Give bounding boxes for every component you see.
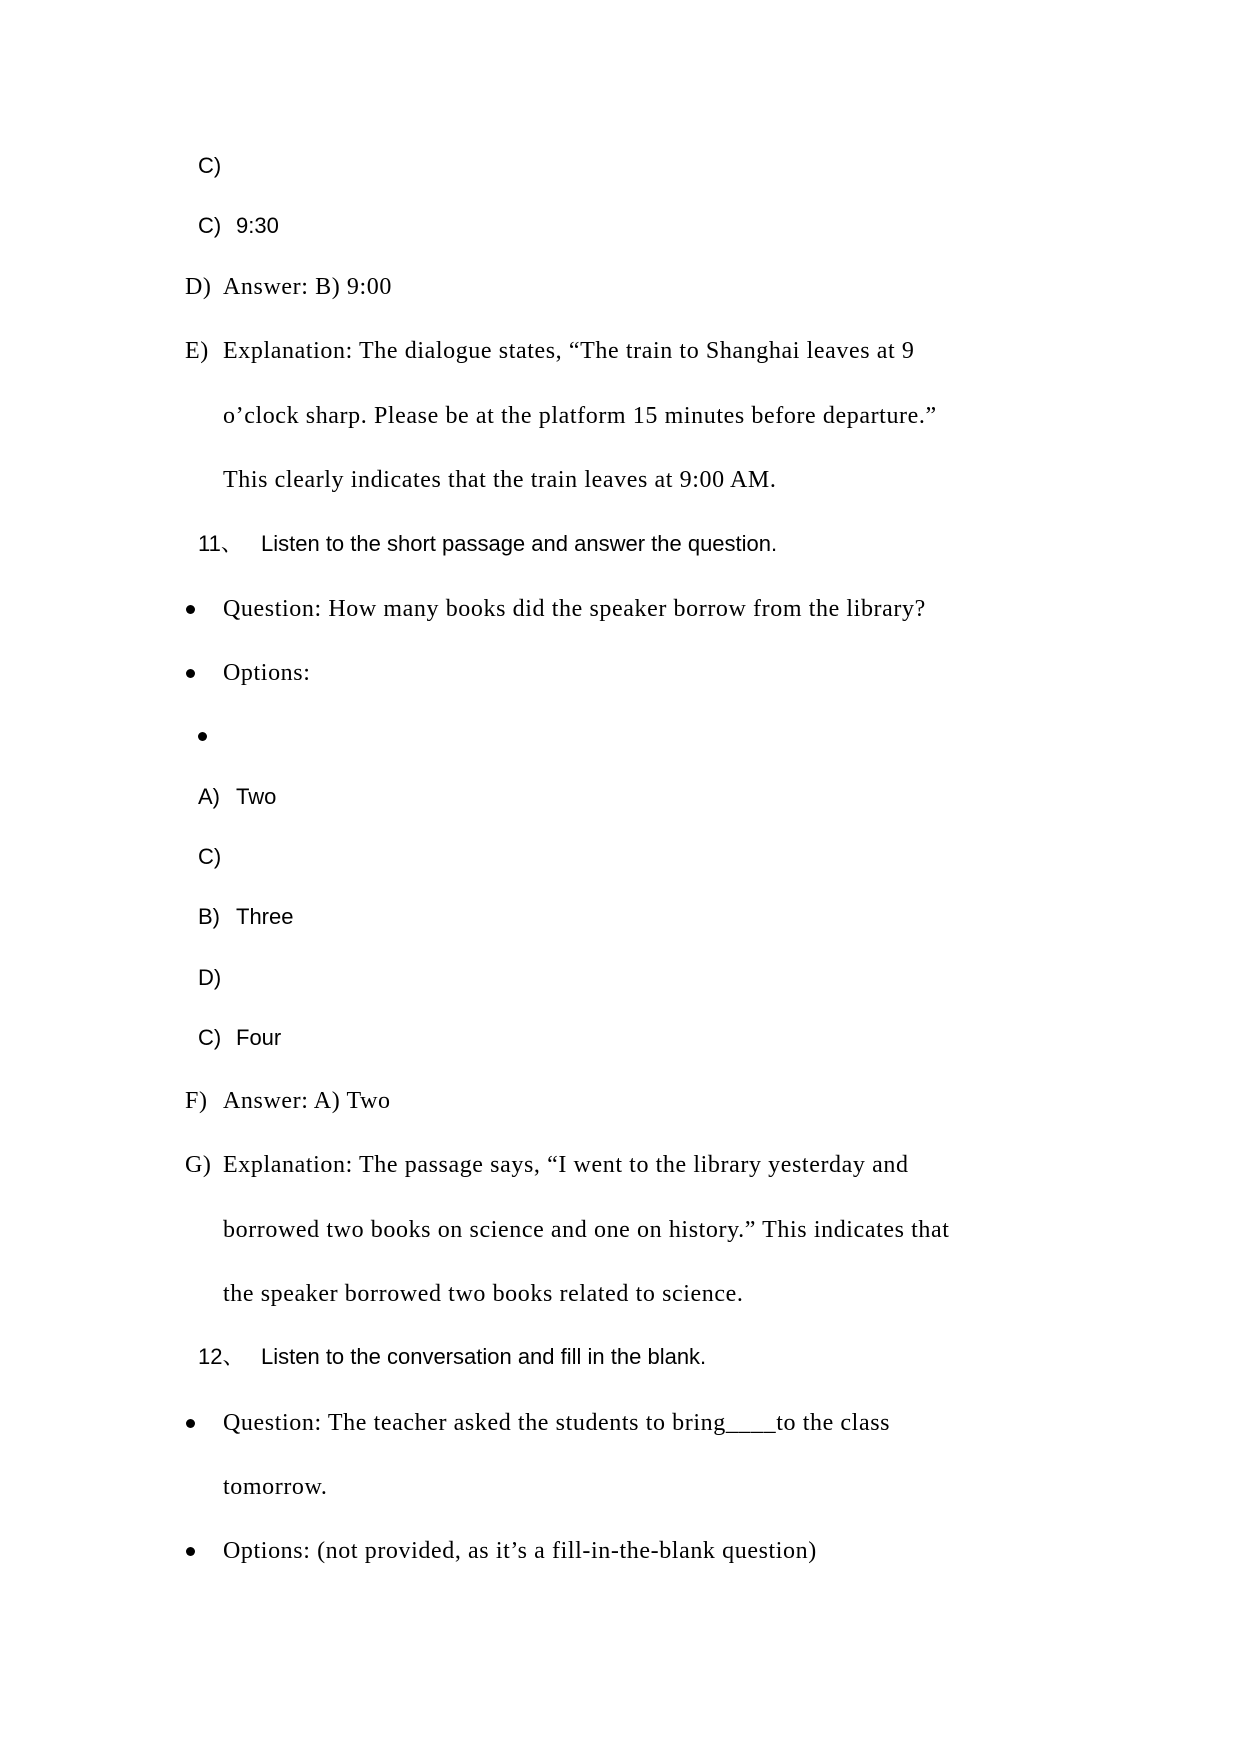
explanation-text: the speaker borrowed two books related to science. <box>223 1281 744 1307</box>
list-marker: D) <box>185 274 212 300</box>
bullet-icon <box>198 732 207 741</box>
bullet-icon <box>186 669 195 678</box>
list-marker: F) <box>185 1088 208 1114</box>
options-label: Options: (not provided, as it’s a fill-in-the-blank question) <box>223 1538 817 1564</box>
options-label: Options: <box>223 660 311 686</box>
answer-text: Answer: B) 9:00 <box>223 274 392 300</box>
bullet-icon <box>186 1547 195 1556</box>
explanation-text: borrowed two books on science and one on history.” This indicates that <box>223 1217 950 1243</box>
bullet-icon <box>186 605 195 614</box>
option-text: Two <box>236 784 277 809</box>
question-text: Question: How many books did the speaker borrow from the library? <box>223 596 926 622</box>
option-label: C) <box>198 213 222 238</box>
answer-text: Answer: A) Two <box>223 1088 391 1114</box>
bullet-icon <box>186 1419 195 1428</box>
list-marker: G) <box>185 1152 212 1178</box>
option-label: D) <box>198 965 222 990</box>
option-label: B) <box>198 904 220 929</box>
question-number: 12、 <box>198 1344 245 1369</box>
option-label: C) <box>198 153 222 178</box>
option-text: Three <box>236 904 294 929</box>
list-marker: E) <box>185 338 209 364</box>
option-label: C) <box>198 844 222 869</box>
question-number: 11、 <box>198 531 243 556</box>
question-heading: Listen to the conversation and fill in the blank. <box>261 1344 707 1369</box>
option-text: 9:30 <box>236 213 279 238</box>
option-label: A) <box>198 784 220 809</box>
explanation-text: This clearly indicates that the train leaves at 9:00 AM. <box>223 467 777 493</box>
question-text: tomorrow. <box>223 1474 328 1500</box>
explanation-text: Explanation: The passage says, “I went to the library yesterday and <box>223 1152 909 1178</box>
option-label: C) <box>198 1025 222 1050</box>
question-text: Question: The teacher asked the students to bring____to the class <box>223 1410 891 1436</box>
explanation-text: o’clock sharp. Please be at the platform 15 minutes before departure.” <box>223 403 937 429</box>
option-text: Four <box>236 1025 282 1050</box>
explanation-text: Explanation: The dialogue states, “The train to Shanghai leaves at 9 <box>223 338 915 364</box>
question-heading: Listen to the short passage and answer the question. <box>261 531 778 556</box>
